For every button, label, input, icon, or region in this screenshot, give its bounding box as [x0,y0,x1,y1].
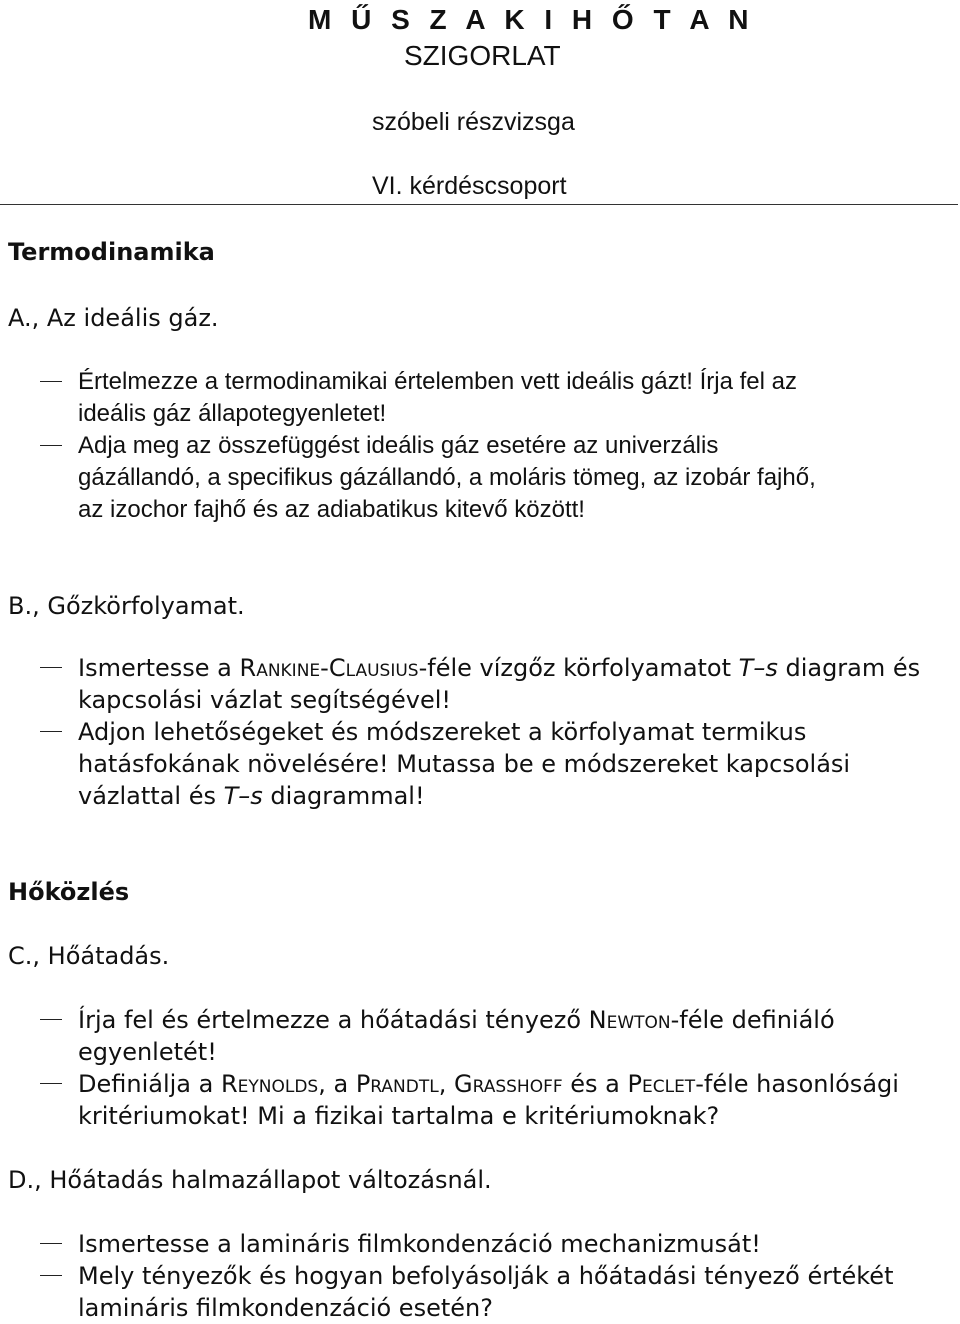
question-d1 [40,1228,955,1260]
question-text: Mely tényezők és hogyan befolyásolják a hőátadási tényező értékét lamináris filmkondenzáció esetén? [78,1262,894,1322]
person-name-newton: Newton [588,1006,671,1034]
header-divider [0,204,958,205]
bullet-dash [40,1243,62,1244]
question-text: Definiálja a Reynolds, a Prandtl, Grasshoff és a Peclet-féle hasonlósági kritériumokat! Mi a fizikai tartalma e kritériumoknak? [78,1070,899,1130]
question-text: Ismertesse a lamináris filmkondenzáció mechanizmusát! [78,1230,761,1258]
person-name-prandtl: Prandtl [355,1070,439,1098]
question-text: Ismertesse a Rankine-Clausius-féle vízgőz körfolyamatot T–s diagram és kapcsolási vázlat segítségével! [78,654,921,714]
bullet-dash [40,731,62,732]
question-b1 [40,652,955,716]
document-title: M Ű S Z A K I H Ő T A N [308,4,755,35]
question-d2 [40,1260,955,1324]
person-name-peclet: Peclet [627,1070,696,1098]
bullet-dash [40,445,62,446]
question-text: Írja fel és értelmezze a hőátadási tényező Newton-féle definiáló egyenletét! [78,1006,835,1066]
section-heading-thermodynamics: Termodinamika [8,238,215,266]
person-name-rankine: Rankine [239,654,321,682]
person-name-reynolds: Reynolds [220,1070,319,1098]
document-subtitle: SZIGORLAT [404,40,561,71]
topic-a-title: A., Az ideális gáz. [8,304,219,332]
question-text: Értelmezze a termodinamikai értelemben vett ideális gázt! Írja fel az ideális gáz állapotegyenletet! [78,368,797,427]
topic-c-title: C., Hőátadás. [8,942,170,970]
section-heading-heat-transfer: Hőközlés [8,878,130,906]
bullet-dash [40,1275,62,1276]
question-c2 [40,1068,955,1132]
bullet-dash [40,1019,62,1020]
person-name-grasshoff: Grasshoff [453,1070,563,1098]
question-text: Adja meg az összefüggést ideális gáz esetére az univerzális gázállandó, a specifikus gázállandó, a moláris tömeg, az izobár fajhő, az izochor fajhő és az adiabatikus kitevő között! [78,432,816,523]
question-b2 [40,716,955,812]
question-text: Adjon lehetőségeket és módszereket a körfolyamat termikus hatásfokának növelésére! Mutassa be e módszereket kapcsolási vázlattal és T–s diagrammal! [78,718,851,810]
topic-b-title: B., Gőzkörfolyamat. [8,592,245,620]
person-name-clausius: Clausius [328,654,419,682]
exam-part: szóbeli részvizsga [372,108,575,136]
question-a2 [40,430,955,526]
question-group: VI. kérdéscsoport [372,172,567,200]
bullet-dash [40,381,62,382]
question-a1 [40,366,955,430]
question-c1 [40,1004,955,1068]
bullet-dash [40,667,62,668]
topic-d-title: D., Hőátadás halmazállapot változásnál. [8,1166,492,1194]
bullet-dash [40,1083,62,1084]
